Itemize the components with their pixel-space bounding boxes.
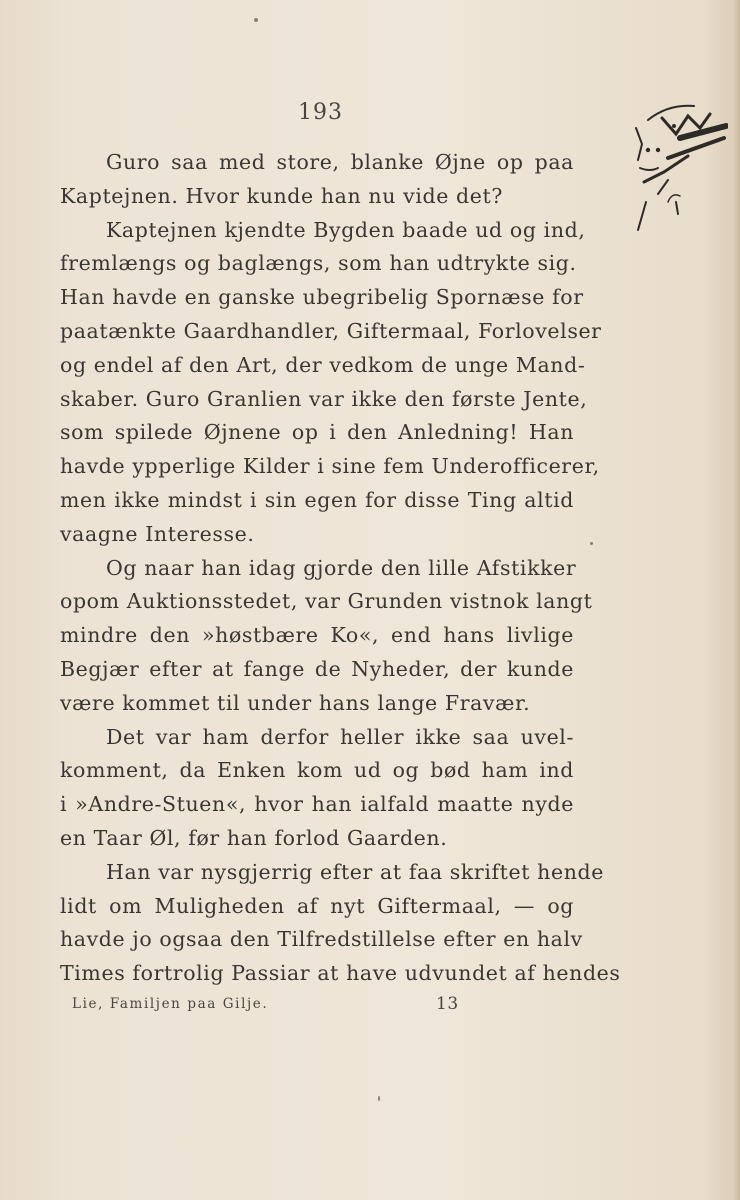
text-line: Begjær efter at fange de Nyheder, der kunde bbox=[60, 656, 574, 681]
text-line: en Taar Øl, før han forlod Gaarden. bbox=[60, 825, 448, 850]
text-line: men ikke mindst i sin egen for disse Ting altid bbox=[60, 487, 574, 512]
text-line: Han var nysgjerrig efter at faa skriftet hende bbox=[106, 859, 604, 884]
text-line: lidt om Muligheden af nyt Giftermaal, — og bbox=[60, 893, 574, 918]
text-line: opom Auktionsstedet, var Grunden vistnok langt bbox=[60, 589, 593, 614]
text-line: være kommet til under hans lange Fravær. bbox=[60, 690, 531, 715]
text-line: Og naar han idag gjorde den lille Afstikker bbox=[106, 555, 577, 580]
ink-speck bbox=[590, 542, 593, 545]
text-line: fremlængs og baglængs, som han udtrykte sig. bbox=[60, 251, 577, 276]
text-line: og endel af den Art, der vedkom de unge Mand- bbox=[60, 352, 586, 377]
text-line: havde ypperlige Kilder i sine fem Underofficerer, bbox=[60, 454, 600, 479]
page-edge bbox=[734, 0, 740, 1200]
signature-title: Lie, Familjen paa Gilje. bbox=[72, 996, 269, 1012]
body-text bbox=[60, 146, 621, 991]
text-line: Kaptejnen kjendte Bygden baade ud og ind, bbox=[106, 217, 586, 242]
text-line: i »Andre-Stuen«, hvor han ialfald maatte nyde bbox=[60, 792, 574, 817]
text-line: Han havde en ganske ubegribelig Spornæse for bbox=[60, 285, 584, 310]
text-line: Guro saa med store, blanke Øjne op paa bbox=[106, 150, 574, 174]
text-line: havde jo ogsaa den Tilfredstillelse efter en halv bbox=[60, 927, 583, 952]
text-line: skaber. Guro Granlien var ikke den første Jente, bbox=[60, 386, 588, 411]
text-line: komment, da Enken kom ud og bød ham ind bbox=[60, 758, 574, 783]
signature-line bbox=[72, 996, 462, 1020]
text-line: Det var ham derfor heller ikke saa uvel- bbox=[106, 724, 574, 749]
text-line: Kaptejnen. Hvor kunde han nu vide det? bbox=[60, 183, 503, 208]
ink-speck bbox=[378, 1096, 380, 1101]
text-line: Times fortrolig Passiar at have udvundet af hendes bbox=[60, 961, 621, 986]
text-line: som spilede Øjnene op i den Anledning! Han bbox=[60, 420, 574, 445]
text-line: mindre den »høstbære Ko«, end hans livlige bbox=[60, 623, 574, 648]
margin-sketch bbox=[628, 98, 728, 238]
page-number: 193 bbox=[298, 100, 343, 125]
text-line: vaagne Interesse. bbox=[60, 521, 255, 546]
signature-number: 13 bbox=[436, 994, 459, 1014]
ink-speck bbox=[254, 18, 258, 22]
text-line: paatænkte Gaardhandler, Giftermaal, Forlovelser bbox=[60, 318, 602, 343]
